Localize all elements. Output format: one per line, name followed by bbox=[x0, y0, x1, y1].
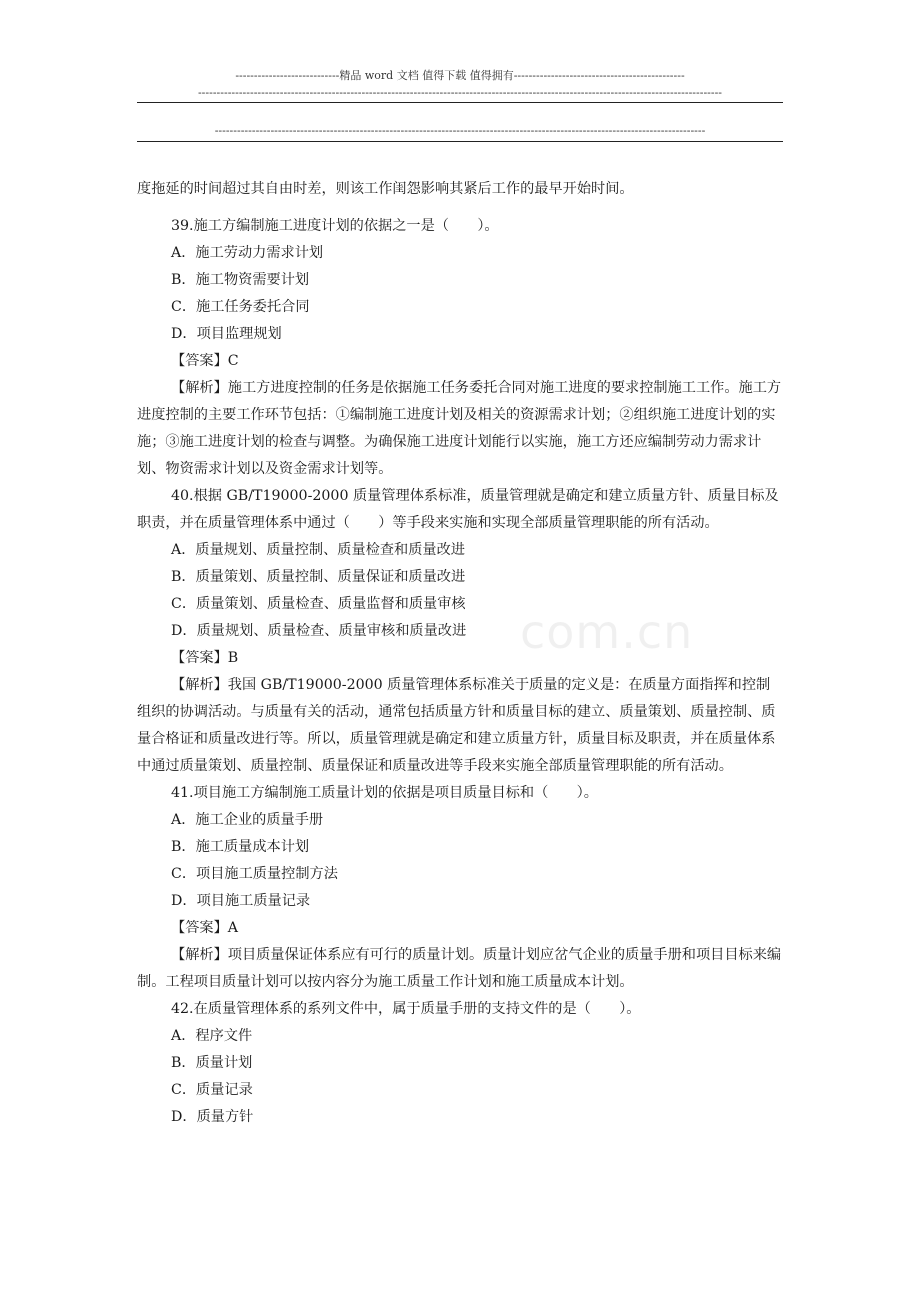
option-line: C．质量策划、质量检查、质量监督和质量审核 bbox=[171, 596, 466, 612]
paragraph: 【解析】项目质量保证体系应有可行的质量计划。质量计划应岔气企业的质量手册和项目目标来编制。工程项目质量计划可以按内容分为施工质量工作计划和施工质量成本计划。 bbox=[137, 947, 782, 990]
header-rule-bottom bbox=[137, 141, 783, 142]
option-line: C．施工任务委托合同 bbox=[171, 299, 310, 315]
document-body bbox=[137, 176, 783, 1131]
option-line: B．施工物资需要计划 bbox=[171, 272, 310, 288]
paragraph: 度拖延的时间超过其自由时差，则该工作闺怨影响其紧后工作的最早开始时间。 bbox=[137, 181, 634, 197]
header-dash-line-2: ------------------------------------------------------------------------------------------------------------------------------------ bbox=[214, 124, 706, 137]
paragraph: 【解析】我国 GB/T19000-2000 质量管理体系标准关于质量的定义是：在质量方面指挥和控制组织的协调活动。与质量有关的活动，通常包括质量方针和质量目标的建立、质量策划、质量控制、质量合格证和质量改进行等。所以，质量管理就是确定和建立质量方针，质量目标及职责，并在质量体系中通过质量策划、质量控制、质量保证和质量改进等手段来实施全部质量管理职能的所有活动。 bbox=[137, 677, 776, 774]
option-line: C．质量记录 bbox=[171, 1082, 253, 1098]
option-line: 【答案】B bbox=[171, 650, 239, 666]
option-line: D．质量方针 bbox=[171, 1109, 254, 1125]
header-banner: ----------------------------精品 word 文档 值得下载 值得拥有---------------------------------------------- bbox=[235, 69, 685, 82]
paragraph: 39.施工方编制施工进度计划的依据之一是（ ）。 bbox=[171, 218, 499, 234]
option-line: D．项目施工质量记录 bbox=[171, 893, 311, 909]
watermark: com.cn bbox=[520, 605, 694, 659]
option-line: B．施工质量成本计划 bbox=[171, 839, 310, 855]
header-dash-line-1: --------------------------------------------------------------------------------------------------------------------------------------------- bbox=[197, 86, 723, 99]
option-line: D．项目监理规划 bbox=[171, 326, 282, 342]
option-line: C．项目施工质量控制方法 bbox=[171, 866, 338, 882]
option-line: A．质量规划、质量控制、质量检查和质量改进 bbox=[171, 542, 465, 558]
option-line: B．质量计划 bbox=[171, 1055, 253, 1071]
paragraph: 42.在质量管理体系的系列文件中，属于质量手册的支持文件的是（ ）。 bbox=[171, 1001, 641, 1017]
option-line: D．质量规划、质量检查、质量审核和质量改进 bbox=[171, 623, 467, 639]
header-rule-top bbox=[137, 102, 783, 103]
option-line: A．施工企业的质量手册 bbox=[171, 812, 324, 828]
option-line: A．施工劳动力需求计划 bbox=[171, 245, 324, 261]
paragraph: 41.项目施工方编制施工质量计划的依据是项目质量目标和（ ）。 bbox=[171, 785, 598, 801]
paragraph: 【解析】施工方进度控制的任务是依据施工任务委托合同对施工进度的要求控制施工工作。施工方进度控制的主要工作环节包括：①编制施工进度计划及相关的资源需求计划；②组织施工进度计划的实施；③施工进度计划的检查与调整。为确保施工进度计划能行以实施，施工方还应编制劳动力需求计划、物资需求计划以及资金需求计划等。 bbox=[137, 380, 782, 477]
option-line: 【答案】C bbox=[171, 353, 239, 369]
option-line: B．质量策划、质量控制、质量保证和质量改进 bbox=[171, 569, 466, 585]
option-line: A．程序文件 bbox=[171, 1028, 253, 1044]
option-line: 【答案】A bbox=[171, 920, 238, 936]
paragraph: 40.根据 GB/T19000-2000 质量管理体系标准，质量管理就是确定和建立质量方针、质量目标及职责，并在质量管理体系中通过（ ）等手段来实施和实现全部质量管理职能的所有活动。 bbox=[137, 488, 779, 531]
